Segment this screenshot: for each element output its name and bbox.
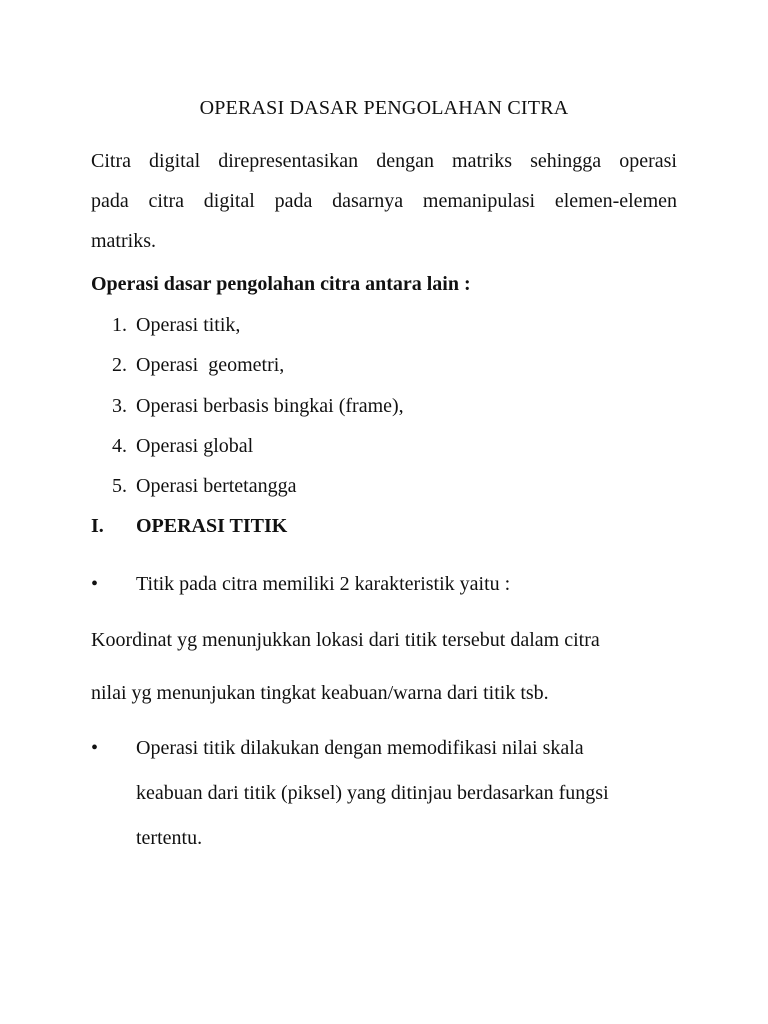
list-item-label: Operasi bertetangga xyxy=(136,475,297,498)
list-item-label: Operasi berbasis bingkai (frame), xyxy=(136,394,404,417)
bullet-icon: • xyxy=(91,573,99,595)
document-title: OPERASI DASAR PENGOLAHAN CITRA xyxy=(199,97,569,119)
list-item xyxy=(112,311,404,351)
list-item-number: 3. xyxy=(112,394,127,417)
intro-line: matriks. xyxy=(91,230,156,252)
list-item-number: 4. xyxy=(112,434,127,457)
bullet-text-line: keabuan dari titik (piksel) yang ditinjau berdasarkan fungsi xyxy=(136,782,609,804)
list-item-number: 1. xyxy=(112,314,127,336)
list-item-label: Operasi global xyxy=(136,434,254,457)
list-item xyxy=(112,392,404,432)
list-item-number: 2. xyxy=(112,354,127,377)
operations-list xyxy=(112,311,404,512)
list-heading: Operasi dasar pengolahan citra antara lain : xyxy=(91,273,471,295)
list-item xyxy=(112,351,404,391)
nilai-line: nilai yg menunjukan tingkat keabuan/warna dari titik tsb. xyxy=(91,682,549,704)
bullet-text xyxy=(136,726,696,861)
intro-paragraph xyxy=(91,141,677,261)
section-heading xyxy=(91,512,287,540)
bullet-icon: • xyxy=(91,737,99,759)
intro-line: pada citra digital pada dasarnya memanipulasi elemen-elemen xyxy=(91,190,677,212)
koordinat-line: Koordinat yg menunjukkan lokasi dari titik tersebut dalam citra xyxy=(91,629,600,651)
bullet-text-line: Operasi titik dilakukan dengan memodifikasi nilai skala xyxy=(136,737,584,759)
list-item xyxy=(112,432,404,472)
intro-line: Citra digital direpresentasikan dengan matriks sehingga operasi xyxy=(91,150,677,172)
bullet-text: Titik pada citra memiliki 2 karakteristik yaitu : xyxy=(136,573,511,595)
bullet-text-line: tertentu. xyxy=(136,827,203,849)
section-title: OPERASI TITIK xyxy=(136,515,288,537)
list-item-number: 5. xyxy=(112,475,127,498)
section-numeral: I. xyxy=(91,515,104,537)
list-item xyxy=(112,472,404,512)
list-item-label: Operasi geometri, xyxy=(136,354,285,377)
list-item-label: Operasi titik, xyxy=(136,314,241,336)
